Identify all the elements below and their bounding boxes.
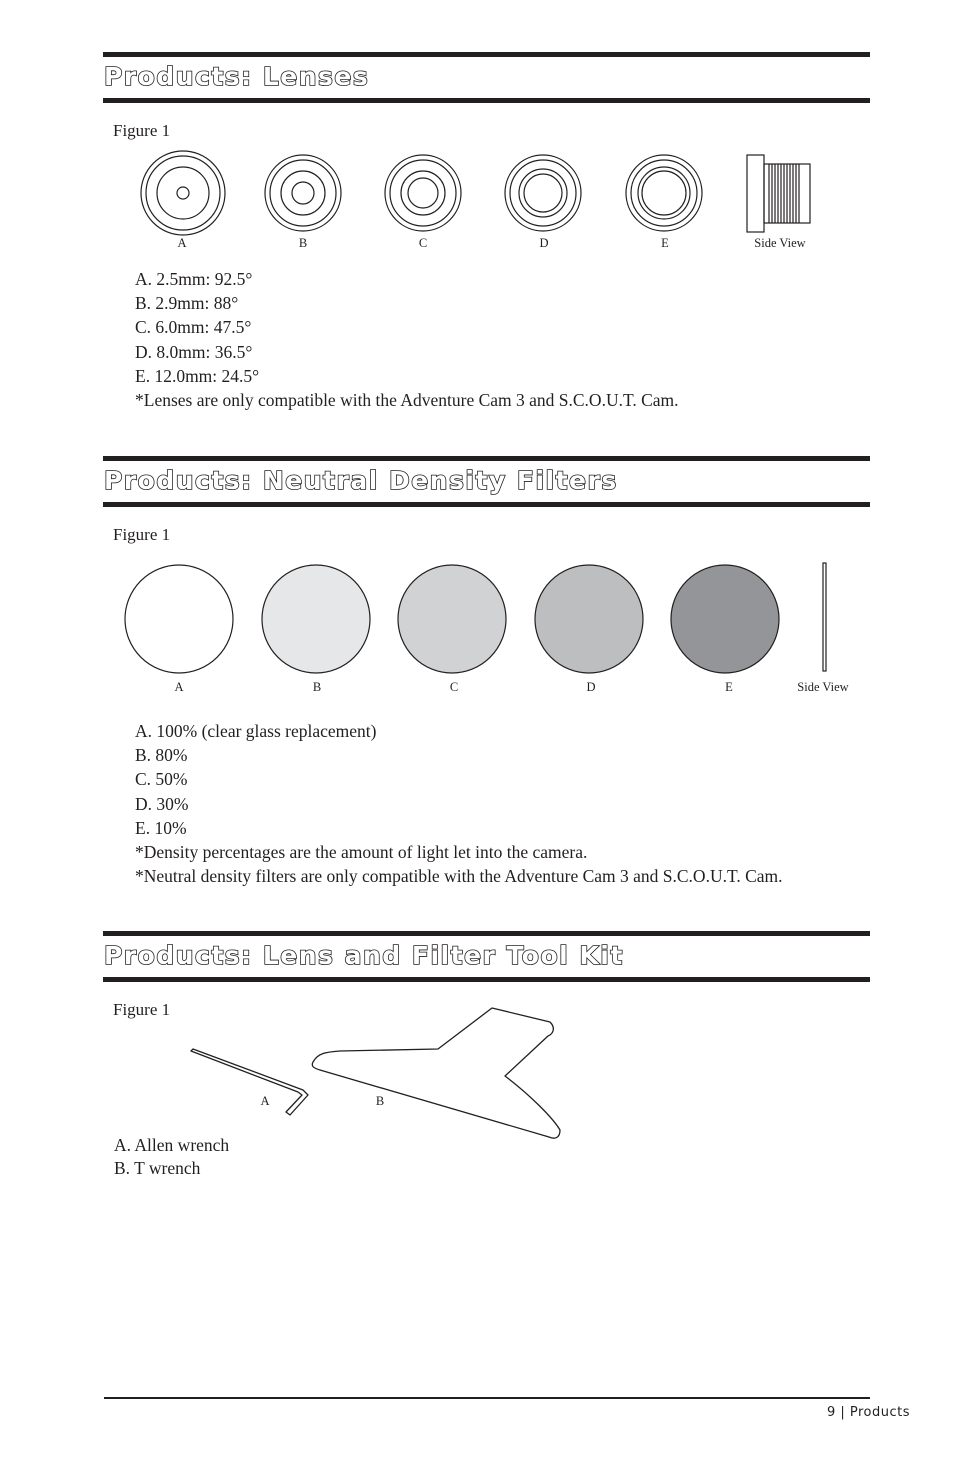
filters-spec-list — [135, 719, 783, 888]
lens-d-drawing — [505, 155, 581, 231]
toolkit-figure — [0, 1000, 954, 1150]
lens-caption-side-view: Side View — [754, 236, 806, 250]
figure-label-toolkit: Figure 1 — [113, 1000, 171, 1019]
header-rule-bottom — [103, 502, 870, 507]
filters-density-note: *Density percentages are the amount of light let into the camera. — [135, 842, 588, 863]
filters-header — [103, 456, 870, 508]
list-item: B. 2.9mm: 88° — [135, 293, 239, 314]
section-title-toolkit: Products: Lens and Filter Tool Kit — [104, 941, 624, 970]
toolkit-header — [103, 931, 870, 983]
filter-caption-b: B — [312, 680, 322, 694]
lens-caption-e: E — [661, 236, 669, 250]
filter-c-disc — [398, 565, 506, 673]
list-item: B. 80% — [135, 745, 188, 766]
filter-caption-e: E — [725, 680, 733, 694]
filter-b-disc — [262, 565, 370, 673]
list-item: C. 6.0mm: 47.5° — [135, 317, 252, 338]
filter-caption-d: D — [586, 680, 596, 694]
lens-a-drawing — [141, 151, 225, 235]
figure-label-filters: Figure 1 — [113, 525, 171, 544]
list-item: A. Allen wrench — [114, 1135, 230, 1155]
list-item: C. 50% — [135, 769, 188, 790]
lens-caption-d: D — [539, 236, 549, 250]
lens-b-drawing — [265, 155, 341, 231]
filter-a-disc — [125, 565, 233, 673]
filter-side-view-drawing — [823, 563, 826, 671]
lenses-header — [103, 52, 870, 104]
tool-caption-a: A — [260, 1094, 270, 1108]
list-item: E. 10% — [135, 817, 187, 838]
lenses-figure — [0, 140, 954, 250]
list-item: D. 8.0mm: 36.5° — [135, 341, 253, 362]
lens-caption-a: A — [177, 236, 187, 250]
footer-rule — [104, 1397, 870, 1399]
section-title-filters: Products: Neutral Density Filters — [104, 466, 618, 495]
lenses-spec-list — [135, 267, 679, 412]
list-item: A. 100% (clear glass replacement) — [135, 721, 377, 741]
lens-e-drawing — [626, 155, 702, 231]
figure-label-lenses: Figure 1 — [113, 121, 171, 140]
filter-caption-a: A — [174, 680, 184, 694]
lens-caption-c: C — [418, 236, 428, 250]
filter-e-disc — [671, 565, 779, 673]
tool-caption-b: B — [375, 1094, 385, 1108]
list-item: E. 12.0mm: 24.5° — [135, 365, 260, 386]
header-rule-top — [103, 52, 870, 57]
lens-side-view-drawing — [747, 155, 810, 232]
list-item: B. T wrench — [114, 1158, 201, 1178]
filters-compat-note: *Neutral density filters are only compatible with the Adventure Cam 3 and S.C.O.U.T. Cam. — [135, 866, 783, 887]
lenses-compat-note: *Lenses are only compatible with the Adventure Cam 3 and S.C.O.U.T. Cam. — [135, 390, 679, 411]
section-title-lenses: Products: Lenses — [104, 62, 370, 91]
header-rule-top — [103, 931, 870, 936]
header-rule-bottom — [103, 977, 870, 982]
filter-caption-side-view: Side View — [797, 680, 849, 694]
lens-caption-b: B — [298, 236, 308, 250]
toolkit-item-list — [114, 1134, 229, 1180]
t-wrench-drawing — [312, 1008, 560, 1138]
lens-c-drawing — [385, 155, 461, 231]
list-item: A. 2.5mm: 92.5° — [135, 269, 253, 289]
filters-figure — [0, 560, 954, 680]
header-rule-bottom — [103, 98, 870, 103]
filter-d-disc — [535, 565, 643, 673]
header-rule-top — [103, 456, 870, 461]
filter-caption-c: C — [449, 680, 459, 694]
list-item: D. 30% — [135, 793, 189, 814]
page-number: 9 | Products — [826, 1405, 910, 1420]
